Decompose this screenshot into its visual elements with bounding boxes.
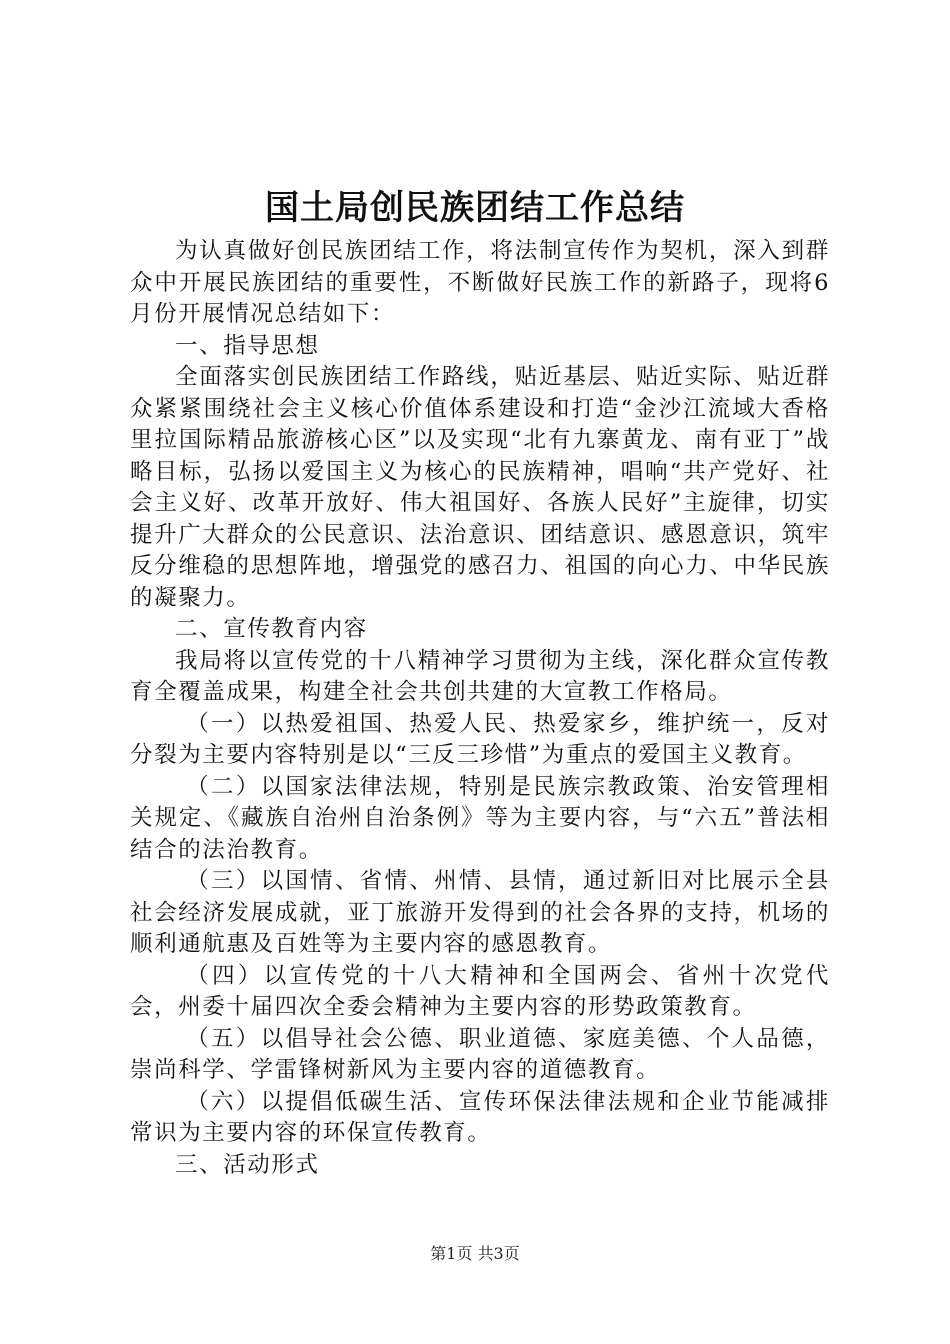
guiding-thought-paragraph: 全面落实创民族团结工作路线，贴近基层、贴近实际、贴近群众紧紧围绕社会主义核心价值体系建设和打造“金沙江流域大香格里拉国际精品旅游核心区”以及实现“北有九寨黄龙、南有亚丁”战略目标，弘扬以爱国主义为核心的民族精神，唱响“共产党好、社会主义好、改革开放好、伟大祖国好、各族人民好”主旋律，切实提升广大群众的公民意识、法治意识、团结意识、感恩意识，筑牢反分维稳的思想阵地，增强党的感召力、祖国的向心力、中华民族的凝聚力。 [130,364,830,611]
education-content-paragraph: 我局将以宣传党的十八精神学习贯彻为主线，深化群众宣传教育全覆盖成果，构建全社会共创共建的大宣教工作格局。 [130,647,830,705]
list-item-4: （四）以宣传党的十八大精神和全国两会、省州十次党代会，州委十届四次全委会精神为主要内容的形势政策教育。 [130,962,830,1020]
intro-paragraph: 为认真做好创民族团结工作，将法制宣传作为契机，深入到群众中开展民族团结的重要性，不断做好民族工作的新路子，现将6月份开展情况总结如下： [130,238,830,327]
section-heading-activity-form: 三、活动形式 [175,1151,320,1178]
section-heading-guiding-thought: 一、指导思想 [175,332,320,359]
page-footer: 第1页 共3页 [430,1244,520,1263]
document-title: 国土局创民族团结工作总结 [265,188,685,228]
list-item-5: （五）以倡导社会公德、职业道德、家庭美德、个人品德，崇尚科学、学雷锋树新风为主要内容的道德教育。 [130,1025,830,1083]
document-body [130,236,830,1181]
list-item-3: （三）以国情、省情、州情、县情，通过新旧对比展示全县社会经济发展成就，亚丁旅游开发得到的社会各界的支持，机场的顺利通航惠及百姓等为主要内容的感恩教育。 [130,868,830,957]
section-heading-education-content: 二、宣传教育内容 [175,616,368,642]
list-item-2: （二）以国家法律法规，特别是民族宗教政策、治安管理相关规定、《藏族自治州自治条例》等为主要内容，与“六五”普法相结合的法治教育。 [130,773,830,863]
list-item-6: （六）以提倡低碳生活、宣传环保法律法规和企业节能减排常识为主要内容的环保宣传教育。 [130,1088,830,1146]
list-item-1: （一）以热爱祖国、热爱人民、热爱家乡，维护统一，反对分裂为主要内容特别是以“三反三珍惜”为重点的爱国主义教育。 [130,710,830,768]
